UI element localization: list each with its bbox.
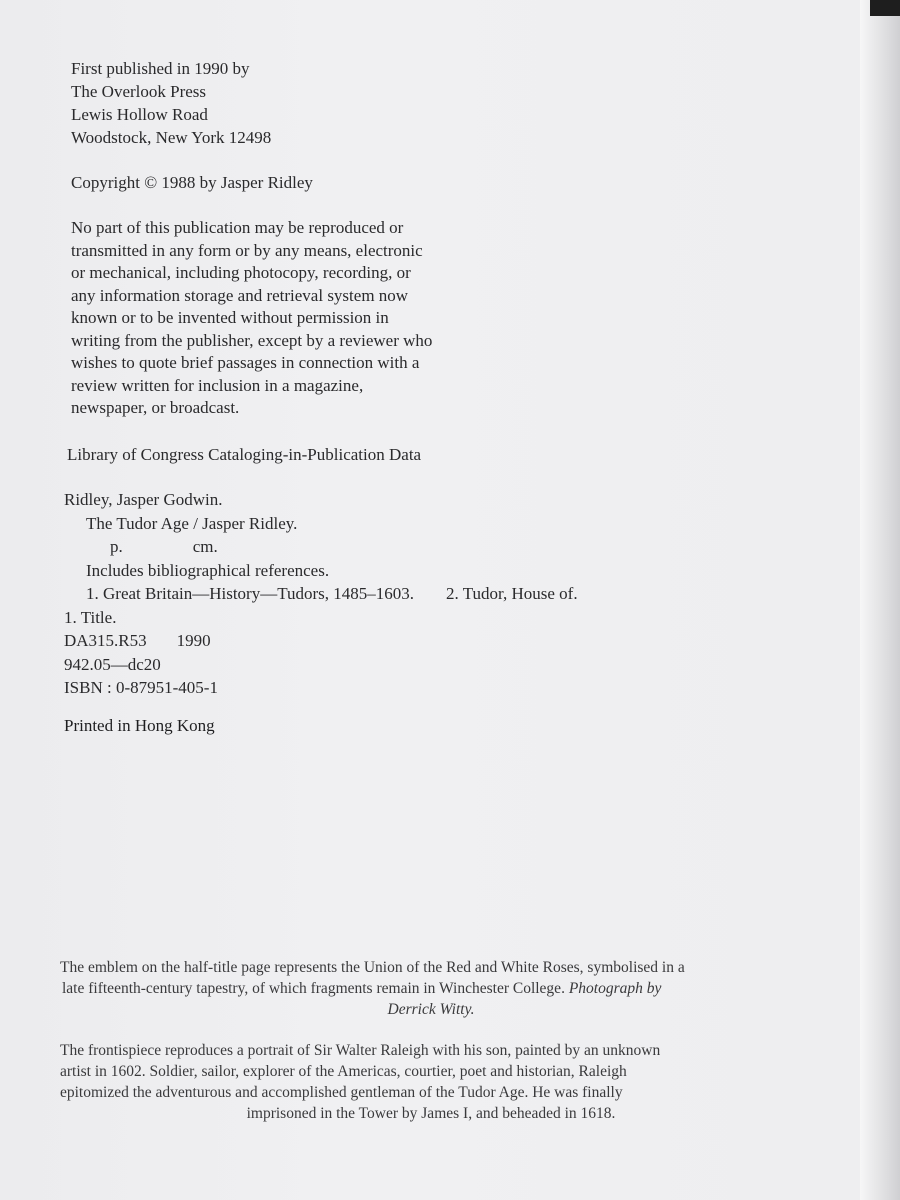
cip-subjects bbox=[64, 582, 578, 606]
cip-notes: Includes bibliographical references. bbox=[86, 560, 330, 580]
cip-isbn: ISBN : 0-87951-405-1 bbox=[64, 678, 218, 697]
emblem-caption-line: The emblem on the half-title page represents the Union of the Red and White Roses, symbolised in a bbox=[60, 959, 685, 976]
rights-line: writing from the publisher, except by a reviewer who bbox=[71, 330, 433, 350]
frontispiece-caption-line: epitomized the adventurous and accomplished gentleman of the Tudor Age. He was finally bbox=[60, 1084, 623, 1101]
publisher-line: The Overlook Press bbox=[71, 82, 207, 101]
rights-line: No part of this publication may be reproduced or bbox=[71, 218, 404, 237]
publisher-block bbox=[71, 57, 271, 149]
rights-line: newspaper, or broadcast. bbox=[71, 398, 240, 417]
cip-data bbox=[64, 488, 578, 700]
printed-in bbox=[64, 714, 215, 737]
rights-line: any information storage and retrieval system now bbox=[71, 285, 409, 305]
frontispiece-caption-line: artist in 1602. Soldier, sailor, explorer of the Americas, courtier, poet and historian, Raleigh bbox=[60, 1063, 627, 1080]
cip-lc-number: DA315.R53 bbox=[64, 631, 147, 650]
background-corner bbox=[870, 0, 900, 16]
rights-line: transmitted in any form or by any means, electronic bbox=[71, 240, 423, 260]
emblem-caption-text: late fifteenth-century tapestry, of which fragments remain in Winchester College. bbox=[62, 980, 565, 997]
cip-pages: p. bbox=[110, 537, 123, 556]
emblem-caption bbox=[60, 957, 802, 1020]
rights-notice bbox=[71, 217, 432, 420]
frontispiece-caption bbox=[60, 1040, 802, 1124]
cip-subject-2: 2. Tudor, House of. bbox=[446, 584, 578, 603]
cip-subject-1: 1. Great Britain—History—Tudors, 1485–1603. bbox=[86, 584, 415, 603]
emblem-caption-line bbox=[60, 999, 802, 1020]
cip-lc-class bbox=[64, 629, 578, 653]
emblem-caption-line bbox=[60, 978, 802, 999]
publisher-line: Woodstock, New York 12498 bbox=[71, 128, 272, 147]
rights-line: wishes to quote brief passages in connection with a bbox=[71, 353, 420, 372]
page-edge bbox=[860, 0, 900, 1200]
photo-credit-name: Derrick Witty. bbox=[387, 1001, 475, 1018]
cip-author: Ridley, Jasper Godwin. bbox=[64, 490, 223, 509]
copyright-line: Copyright © 1988 by Jasper Ridley bbox=[71, 173, 313, 192]
cip-heading bbox=[67, 443, 421, 466]
cip-title-entry: 1. Title. bbox=[64, 607, 117, 627]
photo-credit-label: Photograph by bbox=[568, 980, 662, 997]
cip-physical bbox=[64, 535, 578, 559]
cip-dewey: 942.05—dc20 bbox=[64, 654, 161, 674]
publisher-line: Lewis Hollow Road bbox=[71, 105, 208, 124]
cip-size: cm. bbox=[192, 537, 218, 556]
frontispiece-caption-line: imprisoned in the Tower by James I, and beheaded in 1618. bbox=[246, 1105, 616, 1122]
frontispiece-caption-line: The frontispiece reproduces a portrait of Sir Walter Raleigh with his son, painted by an unknown bbox=[60, 1042, 661, 1059]
rights-line: review written for inclusion in a magazine, bbox=[71, 375, 364, 395]
copyright-notice bbox=[71, 171, 313, 194]
publisher-line: First published in 1990 by bbox=[71, 59, 250, 78]
cip-title: The Tudor Age / Jasper Ridley. bbox=[86, 513, 298, 533]
printed-in-text: Printed in Hong Kong bbox=[64, 716, 215, 735]
rights-line: or mechanical, including photocopy, recording, or bbox=[71, 263, 411, 282]
rights-line: known or to be invented without permission in bbox=[71, 308, 389, 327]
cip-heading-text: Library of Congress Cataloging-in-Publication Data bbox=[67, 445, 422, 464]
cip-lc-year: 1990 bbox=[176, 631, 211, 650]
